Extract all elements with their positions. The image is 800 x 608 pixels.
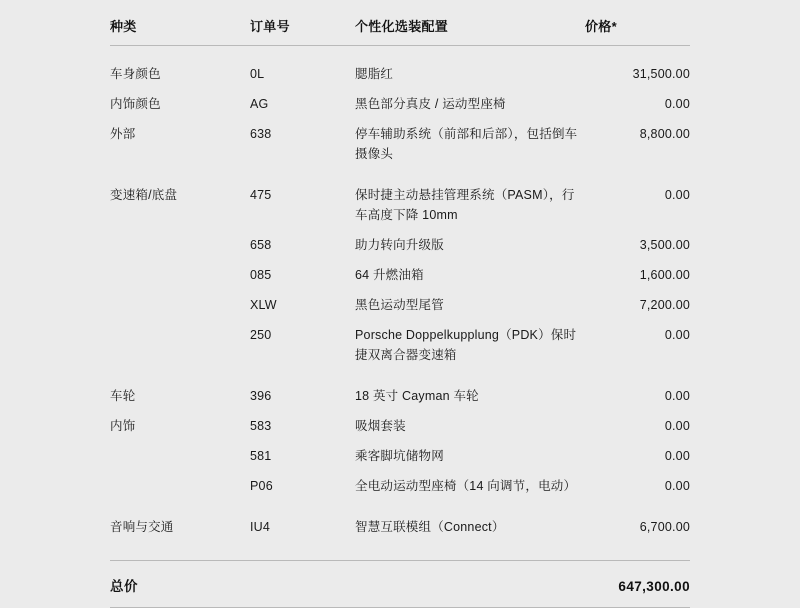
cell-code: 658 bbox=[250, 238, 272, 252]
cell-desc: 腮脂红 bbox=[355, 67, 394, 81]
total-label: 总价 bbox=[110, 579, 138, 594]
cell-code: 085 bbox=[250, 268, 272, 282]
table-row bbox=[110, 370, 690, 411]
table-row bbox=[110, 119, 690, 169]
cell-desc: 吸烟套装 bbox=[355, 419, 406, 433]
cell-price: 7,200.00 bbox=[639, 298, 690, 312]
table-row bbox=[110, 411, 690, 441]
cell-type bbox=[110, 290, 250, 320]
cell-type bbox=[110, 230, 250, 260]
column-header-code: 订单号 bbox=[250, 0, 355, 46]
total-row bbox=[110, 561, 690, 607]
table-row bbox=[110, 169, 690, 230]
cell-code: AG bbox=[250, 97, 269, 111]
column-header-type: 种类 bbox=[110, 0, 250, 46]
cell-desc: 停车辅助系统（前部和后部），包括倒车摄像头 bbox=[355, 127, 578, 161]
cell-type: 变速箱/底盘 bbox=[110, 188, 178, 202]
cell-code: 0L bbox=[250, 67, 265, 81]
table-row bbox=[110, 290, 690, 320]
cell-desc: 64 升燃油箱 bbox=[355, 268, 424, 282]
cell-type: 车轮 bbox=[110, 389, 136, 403]
table-row bbox=[110, 46, 690, 90]
cell-type: 车身颜色 bbox=[110, 67, 161, 81]
cell-price: 0.00 bbox=[664, 449, 690, 463]
table-row bbox=[110, 320, 690, 370]
cell-desc: Porsche Doppelkupplung（PDK）保时捷双离合器变速箱 bbox=[355, 328, 577, 362]
cell-desc: 黑色部分真皮 / 运动型座椅 bbox=[355, 97, 506, 111]
cell-code: 638 bbox=[250, 127, 272, 141]
table-row bbox=[110, 501, 690, 542]
cell-code: 583 bbox=[250, 419, 272, 433]
cell-desc: 乘客脚坑储物网 bbox=[355, 449, 444, 463]
cell-price: 0.00 bbox=[664, 188, 690, 202]
table-row bbox=[110, 441, 690, 471]
table-header-row bbox=[110, 0, 690, 46]
cell-code: 581 bbox=[250, 449, 272, 463]
cell-type: 内饰颜色 bbox=[110, 97, 161, 111]
cell-price: 31,500.00 bbox=[632, 67, 690, 81]
table-row bbox=[110, 471, 690, 501]
cell-type bbox=[110, 471, 250, 501]
options-sheet bbox=[110, 0, 690, 608]
table-body bbox=[110, 46, 690, 543]
cell-desc: 全电动运动型座椅（14 向调节，电动） bbox=[355, 479, 577, 493]
cell-type: 内饰 bbox=[110, 419, 136, 433]
cell-type bbox=[110, 320, 250, 370]
cell-price: 0.00 bbox=[664, 419, 690, 433]
cell-type bbox=[110, 441, 250, 471]
column-header-desc: 个性化选装配置 bbox=[355, 0, 585, 46]
cell-type bbox=[110, 260, 250, 290]
options-table bbox=[110, 0, 690, 542]
cell-price: 0.00 bbox=[664, 97, 690, 111]
cell-desc: 黑色运动型尾管 bbox=[355, 298, 444, 312]
cell-price: 0.00 bbox=[664, 479, 690, 493]
table-row bbox=[110, 260, 690, 290]
cell-desc: 助力转向升级版 bbox=[355, 238, 444, 252]
table-row bbox=[110, 230, 690, 260]
cell-price: 6,700.00 bbox=[639, 520, 690, 534]
cell-code: 475 bbox=[250, 188, 272, 202]
cell-code: 250 bbox=[250, 328, 272, 342]
cell-code: IU4 bbox=[250, 520, 271, 534]
cell-type: 外部 bbox=[110, 127, 136, 141]
column-header-price: 价格* bbox=[585, 0, 690, 46]
cell-desc: 智慧互联模组（Connect） bbox=[355, 520, 505, 534]
cell-code: P06 bbox=[250, 479, 273, 493]
cell-code: 396 bbox=[250, 389, 272, 403]
cell-desc: 18 英寸 Cayman 车轮 bbox=[355, 389, 479, 403]
cell-price: 1,600.00 bbox=[639, 268, 690, 282]
cell-type: 音响与交通 bbox=[110, 520, 174, 534]
cell-price: 8,800.00 bbox=[639, 127, 690, 141]
cell-desc: 保时捷主动悬挂管理系统（PASM），行车高度下降 10mm bbox=[355, 188, 575, 222]
cell-price: 0.00 bbox=[664, 389, 690, 403]
cell-price: 3,500.00 bbox=[639, 238, 690, 252]
cell-price: 0.00 bbox=[664, 328, 690, 342]
cell-code: XLW bbox=[250, 298, 277, 312]
table-row bbox=[110, 89, 690, 119]
total-value: 647,300.00 bbox=[618, 579, 690, 594]
